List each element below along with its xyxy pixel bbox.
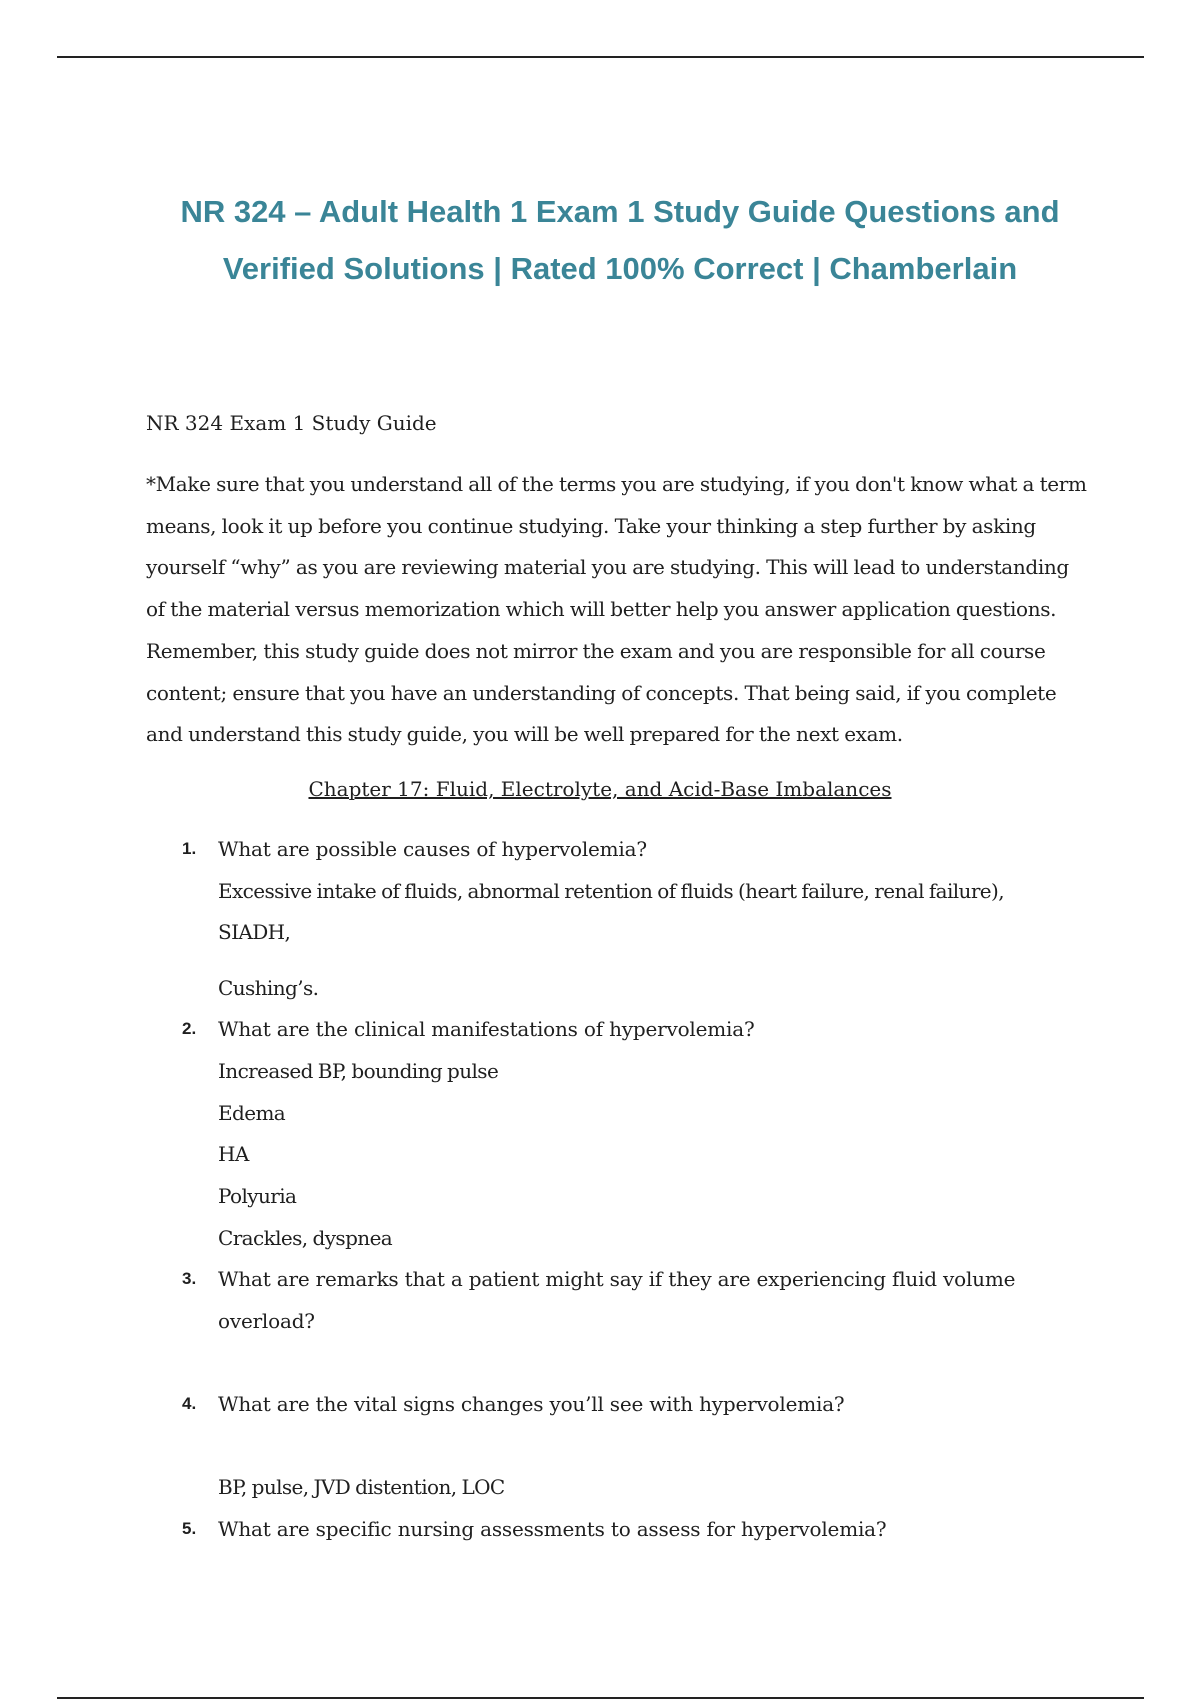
intro-paragraph xyxy=(146,464,1106,756)
intro-line: *Make sure that you understand all of the terms you are studying, if you don't know what a term xyxy=(146,472,1087,496)
title-line-2: Verified Solutions | Rated 100% Correct | Chamberlain xyxy=(222,251,1018,286)
question-text: overload? xyxy=(218,1309,315,1333)
question-number: 5. xyxy=(182,1519,197,1538)
question-number: 1. xyxy=(182,839,197,858)
title-line-1: NR 324 – Adult Health 1 Exam 1 Study Guide Questions and xyxy=(180,194,1060,229)
answer-line: Cushing’s. xyxy=(218,976,319,1000)
intro-line: Remember, this study guide does not mirror the exam and you are responsible for all course xyxy=(146,638,1046,663)
question-text: What are the clinical manifestations of hypervolemia? xyxy=(218,1017,755,1041)
question-number: 3. xyxy=(182,1269,197,1288)
answer-line: Edema xyxy=(218,1101,286,1125)
top-rule xyxy=(57,56,1144,58)
question-text: What are the vital signs changes you’ll see with hypervolemia? xyxy=(218,1392,845,1416)
intro-line: and understand this study guide, you will be well prepared for the next exam. xyxy=(146,722,903,747)
document-title xyxy=(60,183,1180,297)
question-number: 2. xyxy=(182,1019,197,1038)
answer-line: Polyuria xyxy=(218,1184,297,1208)
question-text: What are remarks that a patient might say if they are experiencing fluid volume xyxy=(218,1267,1016,1291)
question-text: What are possible causes of hypervolemia? xyxy=(218,837,647,861)
answer-line: Excessive intake of fluids, abnormal retention of fluids (heart failure, renal failure), xyxy=(218,879,1004,903)
question-number: 4. xyxy=(182,1394,197,1413)
intro-line: content; ensure that you have an understanding of concepts. That being said, if you complete xyxy=(146,680,1057,705)
answer-line: Increased BP, bounding pulse xyxy=(218,1059,499,1083)
question-text: What are specific nursing assessments to assess for hypervolemia? xyxy=(218,1517,887,1541)
study-guide-subtitle: NR 324 Exam 1 Study Guide xyxy=(146,411,437,435)
bottom-rule xyxy=(57,1697,1144,1699)
intro-line: yourself “why” as you are reviewing material you are studying. This will lead to understanding xyxy=(146,555,1069,580)
answer-line: HA xyxy=(218,1142,249,1166)
answer-line: SIADH, xyxy=(218,920,291,944)
answer-line: Crackles, dyspnea xyxy=(218,1226,393,1250)
chapter-heading: Chapter 17: Fluid, Electrolyte, and Acid-Base Imbalances xyxy=(308,777,892,801)
intro-line: means, look it up before you continue studying. Take your thinking a step further by asking xyxy=(146,513,1036,538)
intro-line: of the material versus memorization which will better help you answer application questions. xyxy=(146,597,1057,622)
answer-line: BP, pulse, JVD distention, LOC xyxy=(218,1475,505,1499)
